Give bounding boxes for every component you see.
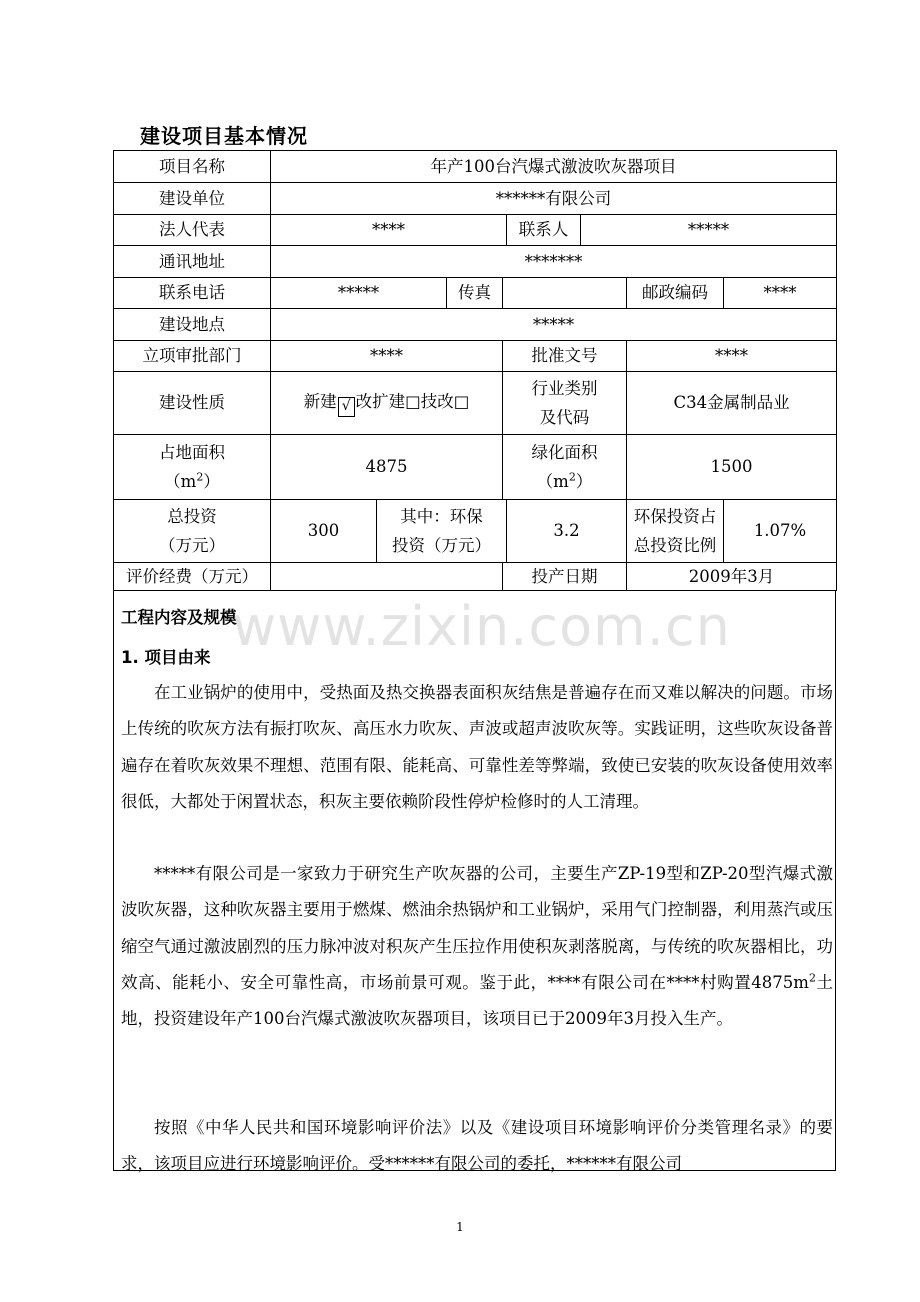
contact-label: 联系人 bbox=[507, 215, 581, 246]
construction-unit-value: ******有限公司 bbox=[271, 183, 837, 215]
paragraph-company: *****有限公司是一家致力于研究生产吹灰器的公司，主要生产ZP-19型和ZP-20型汽爆式激波吹灰器，这种吹灰器主要用于燃煤、燃油余热锅炉和工业锅炉，采用气门控制器，利用蒸汽或压缩空气通过激波剧烈的压力脉冲波对积灰产生压拉作用使积灰剥落脱离，与传统的吹灰器相比，功效高、能耗小、安全可靠性高，市场前景可观。鉴于此，****有限公司在****村购置$4875m^2$土地，投资建设年产100台汽爆式激波吹灰器项目，该项目已于2009年3月投入生产。 bbox=[121, 864, 834, 1029]
total-investment-label-line2: （万元） bbox=[159, 536, 225, 555]
contact-value: ***** bbox=[581, 215, 837, 246]
nature-expand-checkbox: □ bbox=[405, 392, 421, 411]
industry-label-line2: 及代码 bbox=[539, 408, 590, 427]
phone-value: ***** bbox=[271, 278, 447, 309]
section-heading: 工程内容及规模 bbox=[121, 608, 237, 627]
project-info-table bbox=[113, 150, 837, 591]
env-ratio-label-line1: 环保投资占 bbox=[633, 507, 717, 526]
land-area-label bbox=[114, 435, 271, 500]
paragraph-regulation: 按照《中华人民共和国环境影响评价法》以及《建设项目环境影响评价分类管理名录》的要求，该项目应进行环境影响评价。受******有限公司的委托，******有限公司 bbox=[121, 1118, 833, 1174]
env-investment-value: 3.2 bbox=[507, 500, 627, 563]
approval-dept-label: 立项审批部门 bbox=[114, 341, 271, 372]
env-ratio-value: 1.07% bbox=[724, 500, 837, 563]
construction-unit-label: 建设单位 bbox=[114, 183, 271, 215]
page-title: 建设项目基本情况 bbox=[140, 124, 308, 148]
project-name-label: 项目名称 bbox=[114, 151, 271, 183]
land-area-unit: $(m^2)$ bbox=[164, 470, 220, 491]
postcode-label: 邮政编码 bbox=[627, 278, 724, 309]
legal-rep-label: 法人代表 bbox=[114, 215, 271, 246]
nature-options bbox=[271, 372, 503, 435]
nature-new-checkbox: √ bbox=[338, 397, 355, 417]
address-label: 通讯地址 bbox=[114, 246, 271, 278]
paragraph-background: 在工业锅炉的使用中，受热面及热交换器表面积灰结焦是普遍存在而又难以解决的问题。市场上传统的吹灰方法有振打吹灰、高压水力吹灰、声波或超声波吹灰等。实践证明，这些吹灰设备普遍存在着吹灰效果不理想、范围有限、能耗高、可靠性差等弊端，致使已安装的吹灰设备使用效率很低，大都处于闲置状态，积灰主要依赖阶段性停炉检修时的人工清理。 bbox=[121, 683, 833, 811]
phone-label: 联系电话 bbox=[114, 278, 271, 309]
page-number: 1 bbox=[456, 1220, 464, 1234]
nature-tech-label: 技改 bbox=[420, 392, 454, 411]
nature-expand-label: 改扩建 bbox=[355, 392, 406, 411]
land-area-value: 4875 bbox=[271, 435, 503, 500]
green-area-unit: $(m^2)$ bbox=[536, 470, 593, 491]
approval-doc-label: 批准文号 bbox=[503, 341, 627, 372]
env-investment-label bbox=[377, 500, 507, 563]
postcode-value: **** bbox=[724, 278, 837, 309]
green-area-value: 1500 bbox=[627, 435, 837, 500]
land-area-label-line1: 占地面积 bbox=[159, 443, 225, 462]
total-investment-value: 300 bbox=[271, 500, 377, 563]
total-investment-label-line1: 总投资 bbox=[167, 507, 217, 526]
total-investment-label bbox=[114, 500, 271, 563]
industry-label-line1: 行业类别 bbox=[531, 379, 598, 398]
project-content-section bbox=[113, 591, 836, 1174]
project-name-value: 年产100台汽爆式激波吹灰器项目 bbox=[271, 151, 837, 183]
subsection-heading: 1. 项目由来 bbox=[121, 648, 211, 667]
nature-tech-checkbox: □ bbox=[453, 392, 470, 411]
industry-label bbox=[503, 372, 627, 435]
green-area-label bbox=[503, 435, 627, 500]
fax-label: 传真 bbox=[447, 278, 503, 309]
site-value: ***** bbox=[271, 309, 837, 341]
assessment-cost-value bbox=[271, 563, 503, 591]
nature-label: 建设性质 bbox=[114, 372, 271, 435]
production-date-value: 2009年3月 bbox=[627, 563, 837, 591]
approval-dept-value: **** bbox=[271, 341, 503, 372]
address-value: ******* bbox=[271, 246, 837, 278]
assessment-cost-label: 评价经费（万元） bbox=[114, 563, 271, 591]
env-ratio-label bbox=[627, 500, 724, 563]
watermark: www.zixin.com.cn bbox=[232, 595, 731, 658]
nature-new-label: 新建 bbox=[303, 392, 337, 411]
approval-doc-value: **** bbox=[627, 341, 837, 372]
env-investment-label-line2: 投资（万元） bbox=[392, 536, 491, 555]
env-ratio-label-line2: 总投资比例 bbox=[633, 536, 717, 555]
production-date-label: 投产日期 bbox=[503, 563, 627, 591]
fax-value bbox=[503, 278, 627, 309]
env-investment-label-line1: 其中：环保 bbox=[400, 507, 483, 526]
industry-value: C34金属制品业 bbox=[627, 372, 837, 435]
site-label: 建设地点 bbox=[114, 309, 271, 341]
green-area-label-line1: 绿化面积 bbox=[531, 443, 598, 462]
legal-rep-value: **** bbox=[271, 215, 507, 246]
